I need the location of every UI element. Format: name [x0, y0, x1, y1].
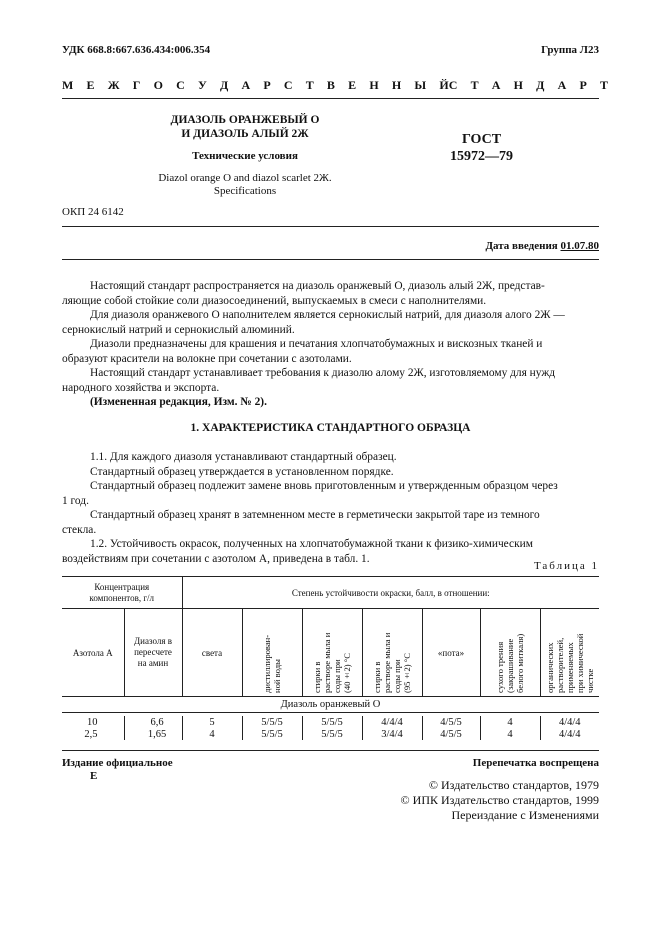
text-line: 1 год.: [62, 494, 89, 507]
banner-letter: Н: [369, 78, 379, 92]
banner-letter: С: [176, 78, 185, 92]
amendment-note: [62, 381, 599, 410]
banner-letter: Т: [470, 78, 479, 92]
text-line: Настоящий стандарт устанавливает требования к диазолю алому 2Ж, изготовляемому для нужд: [90, 367, 555, 379]
banner-letter: Р: [579, 78, 587, 92]
title-english-line-2: Specifications: [213, 185, 277, 197]
banner-letter: О: [153, 78, 163, 92]
header-text: органических растворителей, применяемых при химической чистке: [544, 633, 595, 693]
intro-date: [485, 240, 599, 252]
table-cell: 4: [480, 716, 540, 728]
banner-letter: Н: [513, 78, 523, 92]
text-line: Диазоли предназначены для крашения и печатания хлопчатобумажных и вискозных тканей и: [90, 338, 543, 350]
banner-letter: А: [241, 78, 251, 92]
copyright-line: © ИПК Издательство стандартов, 1999: [400, 793, 599, 807]
header-text: дистиллирован- ной воды: [262, 634, 282, 693]
banner-letter: А: [491, 78, 501, 92]
text-line: воздействиям при сочетании с азотолом А, приведена в табл. 1.: [62, 552, 370, 565]
footer-rule: [62, 750, 599, 751]
text-line: стекла.: [62, 523, 97, 536]
table-cell: 5/5/5: [242, 716, 302, 728]
intro-date-label: Дата введения: [485, 240, 558, 252]
col-diazol: [124, 609, 182, 697]
banner-letter: Д: [536, 78, 545, 92]
col-wash-40: [302, 609, 362, 697]
banner-letter: У: [198, 78, 207, 92]
udk-code: УДК 668.8:667.636.434:006.354: [62, 44, 211, 56]
intro-paragraph-2: [62, 308, 599, 337]
banner-letter: Т: [600, 78, 609, 92]
col-solvents: [540, 609, 599, 697]
table-cell: 4/4/4: [558, 716, 581, 728]
standard-banner: [62, 78, 609, 93]
banner-letter: Н: [391, 78, 402, 92]
col-azotol: Азотола А: [62, 609, 124, 697]
text-line: Для диазоля оранжевого О наполнителем является сернокислый натрий, для диазоля алого 2Ж —: [90, 309, 565, 321]
text-line: Стандартный образец хранят в затемненном месте в герметически закрытой таре из темного: [90, 509, 540, 521]
table-cell: 5/5/5: [302, 716, 362, 728]
table-cell: 4/5/5: [422, 728, 480, 740]
banner-letter: Г: [132, 78, 141, 92]
title-english-line-1: Diazol orange O and diazol scarlet 2Ж.: [158, 172, 332, 184]
table-cell: 10: [62, 716, 124, 728]
title-subtitle: Технические условия: [192, 150, 298, 162]
text-line: ляющие собой стойкие соли диазосоединений, выпускаемых в смеси с наполнителями.: [62, 294, 487, 307]
intro-date-value: 01.07.80: [560, 240, 599, 252]
table-1: [62, 576, 599, 740]
header-text: компонентов, г/л: [89, 592, 155, 603]
banner-letter: Й: [439, 78, 449, 92]
header-concentration: [62, 577, 182, 609]
intro-paragraph-3: [62, 337, 599, 366]
banner-letter: В: [326, 78, 335, 92]
text-line: сернокислый натрий и сернокислый алюминий.: [62, 323, 295, 336]
group-code: Группа Л23: [541, 44, 599, 56]
table-cell: 6,6: [124, 716, 182, 728]
banner-letter: М: [62, 78, 74, 92]
text-line: (Измененная редакция, Изм. № 2).: [90, 396, 267, 408]
header-text: на амин: [137, 658, 169, 668]
text-line: народного хозяйства и экспорта.: [62, 381, 220, 394]
table-cell: 4/4/4: [558, 728, 581, 740]
text-line: образуют красители на волокне при сочетании с азотолами.: [62, 352, 352, 365]
table-group-row: Диазоль оранжевый О: [280, 699, 381, 710]
table-row: [62, 716, 599, 728]
banner-letter: Е: [86, 78, 95, 92]
table-cell: 2,5: [62, 728, 124, 740]
header-text: стирки в растворе мыла и соды при (95±2) °С: [372, 632, 412, 693]
header-fastness: Степень устойчивости окраски, балл, в отношении:: [291, 587, 490, 598]
banner-letter: Е: [348, 78, 357, 92]
copyright-line: Переиздание с Изменениями: [451, 808, 599, 822]
header-text: Диазоля в: [134, 636, 172, 646]
text-line: Стандартный образец утверждается в установленном порядке.: [90, 465, 394, 478]
banner-letter: Р: [263, 78, 271, 92]
banner-letter: А: [557, 78, 567, 92]
table-data: [62, 716, 599, 740]
table-cell: 4/4/4: [362, 716, 422, 728]
banner-letter: С: [448, 78, 458, 92]
table-cell: 4: [182, 728, 242, 740]
section-paragraphs: [62, 450, 599, 566]
col-sweat: «пота»: [422, 609, 480, 697]
official-edition-label: Издание официальное: [62, 757, 173, 769]
table-cell: 5/5/5: [242, 728, 302, 740]
copyright-line: © Издательство стандартов, 1979: [428, 778, 599, 792]
title-block: [130, 113, 360, 198]
banner-word-interstate: [62, 78, 449, 93]
col-wash-95: [362, 609, 422, 697]
table-row: [62, 728, 599, 740]
banner-word-standard: [449, 78, 608, 93]
table-caption: Таблица 1: [533, 560, 599, 572]
title-line-1: ДИАЗОЛЬ ОРАНЖЕВЫЙ О: [170, 114, 320, 126]
text-line: 1.1. Для каждого диазоля устанавливают стандартный образец.: [90, 451, 397, 463]
table-cell: 5/5/5: [302, 728, 362, 740]
official-edition-mark: Е: [90, 770, 98, 782]
text-line: Стандартный образец подлежит замене вновь приготовленным и утвержденным образцом через: [90, 480, 558, 492]
okp-code: ОКП 24 6142: [62, 206, 124, 218]
section-heading: 1. ХАРАКТЕРИСТИКА СТАНДАРТНОГО ОБРАЗЦА: [190, 422, 471, 434]
banner-letter: С: [283, 78, 293, 92]
intro-paragraph-1: [62, 279, 599, 308]
banner-letter: Д: [220, 78, 229, 92]
banner-letter: Т: [305, 78, 314, 92]
table-cell: 5: [182, 716, 242, 728]
date-rule: [62, 259, 599, 260]
col-light: света: [182, 609, 242, 697]
copyright-block: [401, 778, 599, 823]
reprint-notice: Перепечатка воспрещена: [472, 757, 599, 769]
banner-letter: Ж: [107, 78, 120, 92]
text-line: Настоящий стандарт распространяется на диазоль оранжевый О, диазоль алый 2Ж, представ-: [90, 280, 545, 292]
official-edition: [62, 757, 173, 783]
banner-letter: Ы: [414, 78, 427, 92]
header-text: пересчете: [134, 647, 172, 657]
header-text: Концентрация: [94, 581, 150, 592]
header-text: стирки в растворе мыла и соды при (40±2) °С: [312, 632, 352, 693]
table-cell: 3/4/4: [362, 728, 422, 740]
table-cell: 1,65: [124, 728, 182, 740]
gost-designation: [450, 131, 513, 165]
header-text: сухого трения (закрашивание белого миткаля): [495, 633, 525, 693]
banner-rule: [62, 98, 599, 99]
gost-label: ГОСТ: [462, 132, 502, 147]
okp-rule: [62, 226, 599, 227]
table-cell: 4/5/5: [422, 716, 480, 728]
col-dry-rubbing: [480, 609, 540, 697]
title-line-2: И ДИАЗОЛЬ АЛЫЙ 2Ж: [181, 128, 309, 140]
col-water: [242, 609, 302, 697]
text-line: 1.2. Устойчивость окрасок, полученных на хлопчатобумажной ткани к физико-химическим: [90, 538, 533, 550]
table-cell: 4: [480, 728, 540, 740]
gost-number: 15972—79: [450, 149, 513, 164]
